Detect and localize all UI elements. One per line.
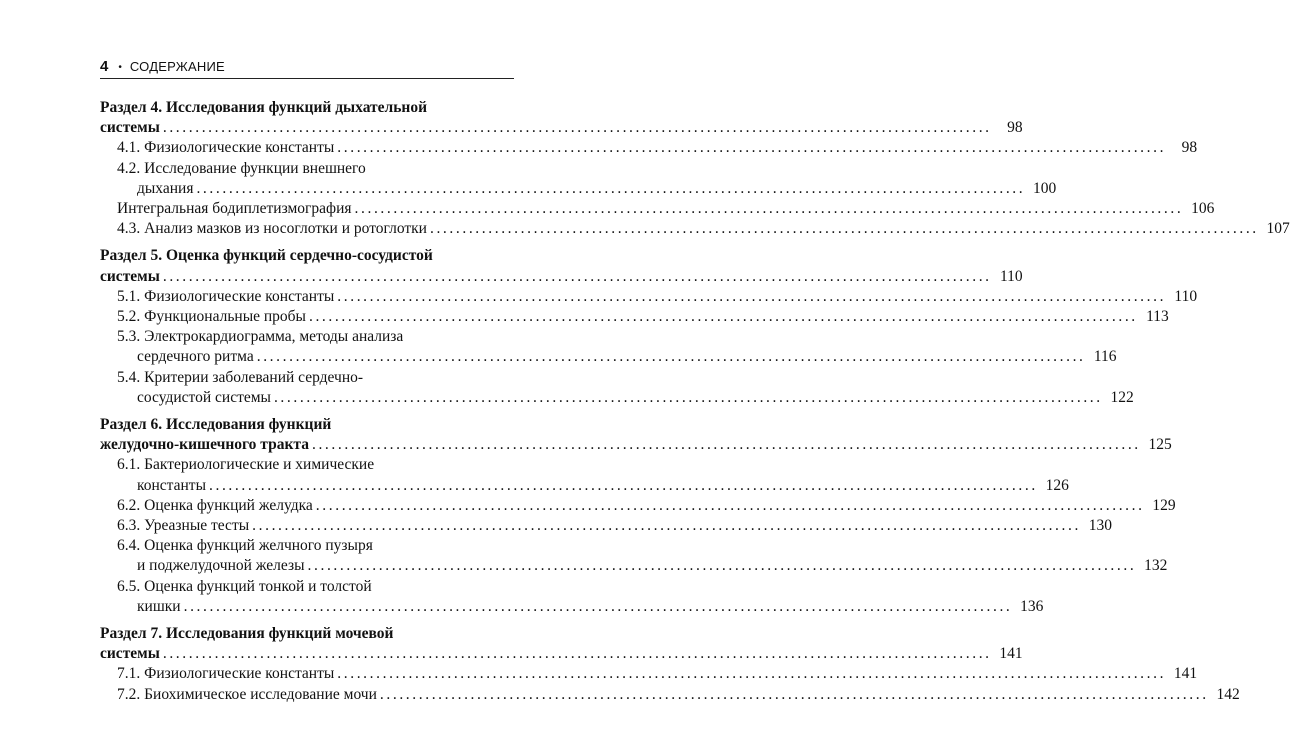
entry-title: 6.5. Оценка функций тонкой и толстой (117, 577, 372, 595)
toc-entry (100, 368, 514, 388)
dot-leader: ................................................................................................................................ (162, 645, 992, 663)
entry-title: 4.2. Исследование функции внешнего (117, 159, 366, 177)
toc-section-heading (100, 415, 514, 435)
entry-title: и поджелудочной железы (137, 557, 305, 575)
dot-leader: ................................................................................................................................ (308, 308, 1138, 326)
entry-title: 5.4. Критерии заболеваний сердечно- (117, 368, 364, 386)
entry-title: 6.4. Оценка функций желчного пузыря (117, 537, 373, 555)
entry-title: кишки (137, 597, 181, 615)
dot-leader: ................................................................................................................................ (337, 665, 1167, 683)
section-title-line: системы (100, 645, 160, 663)
toc-entry[interactable] (100, 307, 1169, 327)
section-title-line: Раздел 6. Исследования функций (100, 416, 332, 434)
entry-title: 4.3. Анализ мазков из носоглотки и ротоглотки (117, 220, 427, 238)
entry-title: константы (137, 476, 206, 494)
entry-title: 6.3. Уреазные тесты (117, 517, 250, 535)
page-ref: 130 (1088, 517, 1112, 535)
toc-entry (100, 455, 514, 475)
toc-entry[interactable] (100, 219, 1290, 239)
page-ref: 141 (999, 645, 1023, 663)
toc-entry (100, 327, 514, 347)
page-ref: 125 (1148, 436, 1172, 454)
dot-leader: ................................................................................................................................ (256, 348, 1086, 366)
entry-title: сосудистой системы (137, 388, 271, 406)
toc-section-heading-cont[interactable] (100, 644, 1023, 664)
toc-entry-cont[interactable] (100, 388, 1134, 408)
toc-section-heading-cont[interactable] (100, 118, 1023, 138)
dot-leader: ................................................................................................................................ (354, 200, 1184, 218)
toc-section-5 (100, 246, 1198, 408)
toc-entry-cont[interactable] (100, 597, 1044, 617)
dot-leader: ................................................................................................................................ (337, 139, 1167, 157)
section-title-line: Раздел 5. Оценка функций сердечно-сосудистой (100, 247, 433, 265)
toc-section-heading (100, 98, 514, 118)
page-ref: 98 (1007, 119, 1023, 137)
entry-title: 4.1. Физиологические константы (117, 139, 335, 157)
header-rule (100, 78, 514, 79)
toc-section-heading-cont[interactable] (100, 267, 1023, 287)
section-title-line: Раздел 7. Исследования функций мочевой (100, 625, 394, 643)
dot-leader: ................................................................................................................................ (429, 220, 1259, 238)
toc-section-heading (100, 246, 514, 266)
page-ref: 98 (1181, 139, 1198, 157)
page-ref: 113 (1146, 308, 1169, 326)
toc-section-heading (100, 624, 514, 644)
dot-leader: ................................................................................................................................ (252, 517, 1081, 535)
dot-leader: ................................................................................................................................ (311, 436, 1141, 454)
page-number: 4 (100, 58, 109, 75)
toc-entry[interactable] (100, 199, 1215, 219)
page-ref: 116 (1093, 348, 1117, 366)
page-ref: 122 (1110, 388, 1134, 406)
entry-title: 5.2. Функциональные пробы (117, 308, 306, 326)
running-head-title: СОДЕРЖАНИЕ (129, 59, 225, 74)
toc-section-4 (100, 98, 1290, 239)
toc-entry (100, 577, 514, 597)
toc-entry[interactable] (100, 138, 1198, 158)
toc-entry[interactable] (100, 496, 1176, 516)
page-ref: 107 (1266, 220, 1290, 238)
toc-entry[interactable] (100, 685, 1240, 705)
page-ref: 110 (1174, 287, 1198, 305)
page-ref: 136 (1020, 597, 1044, 615)
page-ref: 142 (1216, 685, 1240, 703)
section-title-line: Раздел 4. Исследования функций дыхательной (100, 99, 428, 116)
entry-title: 6.1. Бактериологические и химические (117, 456, 375, 474)
dot-leader: ................................................................................................................................ (162, 267, 992, 285)
dot-leader: ................................................................................................................................ (162, 119, 992, 137)
toc-section-6 (100, 415, 1176, 617)
dot-leader: ................................................................................................................................ (315, 496, 1145, 514)
bullet-icon: • (118, 62, 122, 73)
entry-title: 5.1. Физиологические константы (117, 287, 335, 305)
toc-entry-cont[interactable] (100, 179, 1057, 199)
toc-section-7 (100, 624, 1240, 705)
section-title-line: системы (100, 119, 160, 137)
toc-entry-cont[interactable] (100, 347, 1117, 367)
dot-leader: ................................................................................................................................ (196, 179, 1026, 197)
toc-entry-cont[interactable] (100, 476, 1069, 496)
page-ref: 132 (1144, 557, 1168, 575)
toc-entry[interactable] (100, 664, 1198, 684)
dot-leader: ................................................................................................................................ (183, 597, 1013, 615)
entry-title: дыхания (137, 179, 194, 197)
page-ref: 100 (1033, 179, 1057, 197)
toc-entry[interactable] (100, 287, 1198, 307)
dot-leader: ................................................................................................................................ (337, 287, 1167, 305)
toc-section-heading-cont[interactable] (100, 435, 1172, 455)
entry-title: Интегральная бодиплетизмография (117, 200, 352, 218)
dot-leader: ................................................................................................................................ (379, 685, 1209, 703)
toc-entry[interactable] (100, 516, 1112, 536)
toc-entry (100, 536, 514, 556)
dot-leader: ................................................................................................................................ (307, 557, 1137, 575)
page-ref: 126 (1045, 476, 1069, 494)
section-title-line: желудочно-кишечного тракта (100, 436, 309, 454)
page-ref: 106 (1191, 200, 1215, 218)
entry-title: 5.3. Электрокардиограмма, методы анализа (117, 328, 404, 346)
toc-entry-cont[interactable] (100, 556, 1168, 576)
page-ref: 141 (1173, 665, 1198, 683)
entry-title: сердечного ритма (137, 348, 254, 366)
page-ref: 110 (999, 267, 1023, 285)
entry-title: 7.2. Биохимическое исследование мочи (117, 685, 377, 703)
page-ref: 129 (1152, 496, 1176, 514)
table-of-contents (100, 98, 1290, 712)
dot-leader: ................................................................................................................................ (209, 476, 1038, 494)
entry-title: 6.2. Оценка функций желудка (117, 496, 313, 514)
running-head (100, 58, 514, 75)
section-title-line: системы (100, 267, 160, 285)
entry-title: 7.1. Физиологические константы (117, 665, 335, 683)
dot-leader: ................................................................................................................................ (273, 388, 1103, 406)
toc-entry (100, 159, 514, 179)
